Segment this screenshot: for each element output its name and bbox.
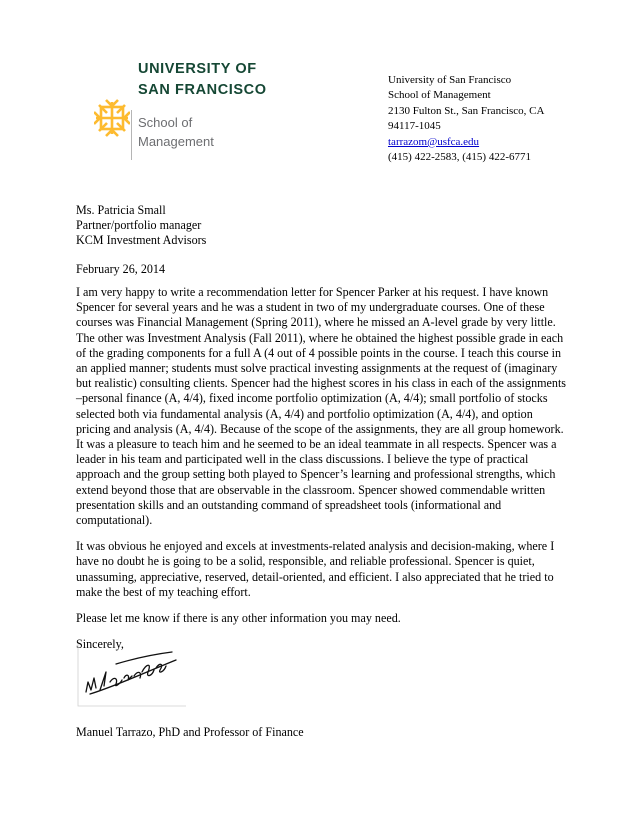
address-line: University of San Francisco [388,74,512,86]
logo-divider [131,110,132,160]
letter-body [76,285,568,663]
signatory-name: Manuel Tarrazo, PhD and Professor of Finance [76,725,304,739]
body-paragraph: I am very happy to write a recommendation letter for Spencer Parker at his request. I have known Spencer for several years and he was a student in two of my undergraduate courses. One of these courses was Financial Management (Spring 2011), where he missed an A-level grade by very little. The other was Investment Analysis (Fall 2011), where he obtained the highest possible grade in each of the grading components for a full A (4 out of 4 possible points in the course. I teach this course in an applied manner; students must solve practical investing assignments at the request of (imaginary but realistic) consulting clients. Spencer had the highest scores in his class in each of the assignments –personal finance (A, 4/4), fixed income portfolio optimization (A, 4/4); small portfolio of stocks selected both via fundamental analysis (A, 4/4) and portfolio optimization (A, 4/4), and option pricing and analysis (A, 4/4). Because of the scope of the assignments, they are all group homework. It was a pleasure to teach him and he seemed to be an ideal teammate in all respects. Spencer was a leader in his team and participated well in the class discussions. I believe the type of practical approach and the group setting both played to Spencer’s learning and professional strengths, which extend beyond those that are observable in the classroom. Spencer showed commendable written presentation skills and an outstanding command of spreadsheet tools (informational and computational). [76,285,567,528]
letter-date: February 26, 2014 [76,262,166,276]
logo-university-line-2: SAN FRANCISCO [138,82,267,98]
logo-university-line-1: UNIVERSITY OF [138,61,257,77]
recipient-block [76,203,206,249]
logo-school-line-2: Management [138,134,214,149]
body-paragraph: It was obvious he enjoyed and excels at investments-related analysis and decision-making, where I have no doubt he is going to be a solid, responsible, and reliable professional. Spencer is quiet, unassuming, appreciative, reserved, detail-oriented, and efficient. I also appreciated that he tried to make the best of my teaching effort. [76,539,555,599]
sender-address [388,73,544,165]
address-line: School of Management [388,89,491,102]
university-logo [94,58,267,168]
body-paragraph: Please let me know if there is any other information you may need. [76,611,401,626]
usf-emblem-icon [94,58,130,158]
closing: Sincerely, [76,637,124,652]
recipient-title: Partner/portfolio manager [76,218,202,233]
recipient-company: KCM Investment Advisors [76,233,207,248]
address-line: 2130 Fulton St., San Francisco, CA [388,104,545,117]
recipient-name: Ms. Patricia Small [76,203,166,217]
logo-school-line-1: School of [138,115,193,130]
phone-numbers: (415) 422-2583, (415) 422-6771 [388,151,531,164]
handwritten-signature [76,642,188,708]
address-line: 94117-1045 [388,120,441,133]
email-link[interactable]: tarrazom@usfca.edu [388,135,480,148]
